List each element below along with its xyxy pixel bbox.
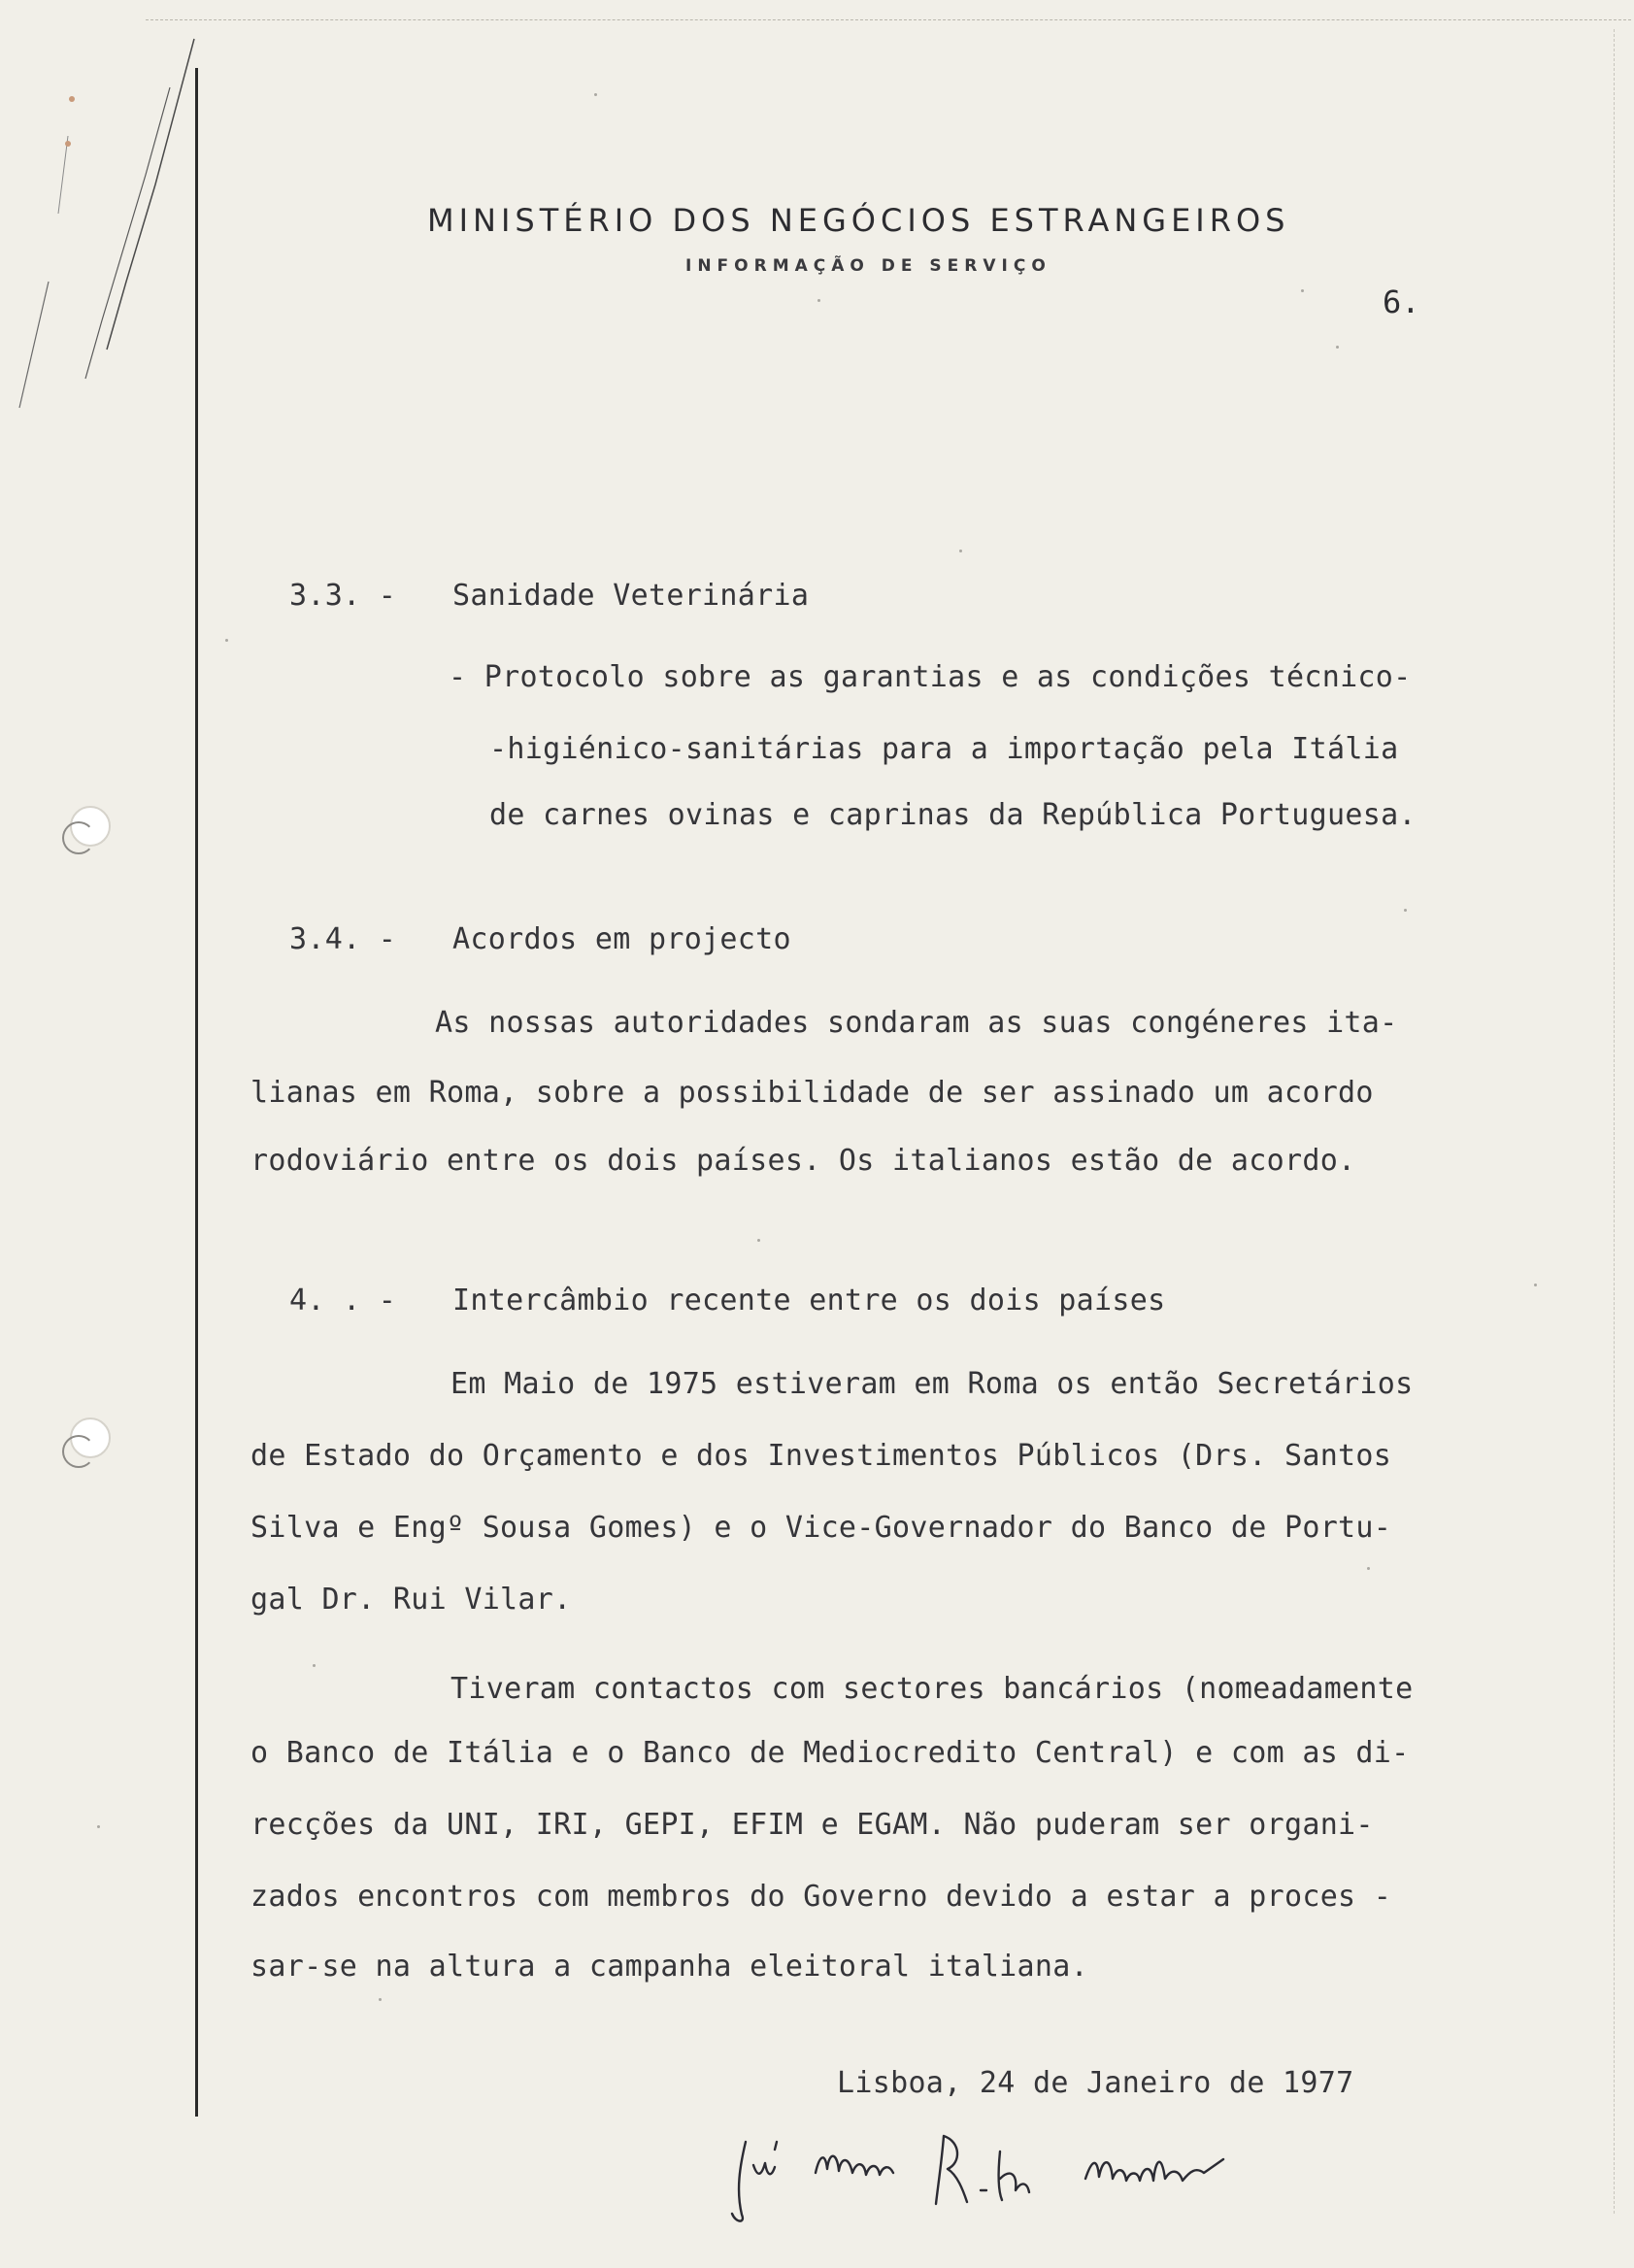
- section-3-4-title: Acordos em projecto: [452, 922, 791, 956]
- section-4-paragraph-1-line: Silva e Engº Sousa Gomes) e o Vice-Governador do Banco de Portu-: [250, 1511, 1392, 1545]
- place-and-date: Lisboa, 24 de Janeiro de 1977: [837, 2066, 1354, 2100]
- section-4-paragraph-2-line: sar-se na altura a campanha eleitoral italiana.: [250, 1950, 1088, 1984]
- handwritten-signature: [718, 2122, 1282, 2229]
- section-4-paragraph-1-line: de Estado do Orçamento e dos Investimentos Públicos (Drs. Santos: [250, 1439, 1392, 1473]
- section-4-paragraph-2-line: zados encontros com membros do Governo devido a estar a proces -: [250, 1880, 1392, 1914]
- section-4-number: 4. . -: [289, 1284, 397, 1317]
- ministry-heading: MINISTÉRIO DOS NEGÓCIOS ESTRANGEIROS: [427, 202, 1290, 239]
- section-3-3-line: - Protocolo sobre as garantias e as condições técnico-: [449, 660, 1412, 694]
- punch-hole-top-ring: [62, 821, 95, 854]
- section-3-4-line: rodoviário entre os dois países. Os italianos estão de acordo.: [250, 1144, 1356, 1178]
- section-3-3-title: Sanidade Veterinária: [452, 579, 810, 613]
- section-4-paragraph-2-line: recções da UNI, IRI, GEPI, EFIM e EGAM. Não puderam ser organi-: [250, 1808, 1374, 1842]
- section-4-paragraph-1-line: Em Maio de 1975 estiveram em Roma os então Secretários: [450, 1367, 1414, 1401]
- section-3-3-line: -higiénico-sanitárias para a importação pela Itália: [489, 732, 1399, 766]
- page-number: 6.: [1383, 284, 1420, 320]
- section-4-paragraph-1-line: gal Dr. Rui Vilar.: [250, 1583, 572, 1617]
- pencil-marks: [10, 29, 204, 437]
- section-4-paragraph-2-line: o Banco de Itália e o Banco de Mediocredito Central) e com as di-: [250, 1736, 1410, 1770]
- section-3-4-line: As nossas autoridades sondaram as suas congéneres ita-: [435, 1006, 1398, 1040]
- punch-hole-bottom-ring: [62, 1435, 95, 1468]
- section-3-3-line: de carnes ovinas e caprinas da República Portuguesa.: [489, 798, 1417, 832]
- section-3-4-number: 3.4. -: [289, 922, 397, 956]
- section-4-title: Intercâmbio recente entre os dois países: [452, 1284, 1166, 1317]
- paper-right-edge: [1614, 29, 1616, 2214]
- section-4-paragraph-2-line: Tiveram contactos com sectores bancários (nomeadamente: [450, 1672, 1414, 1706]
- service-subheading: INFORMAÇÃO DE SERVIÇO: [685, 256, 1051, 276]
- section-3-3-number: 3.3. -: [289, 579, 397, 613]
- section-3-4-line: lianas em Roma, sobre a possibilidade de ser assinado um acordo: [250, 1076, 1374, 1110]
- paper-top-edge: [146, 19, 1631, 21]
